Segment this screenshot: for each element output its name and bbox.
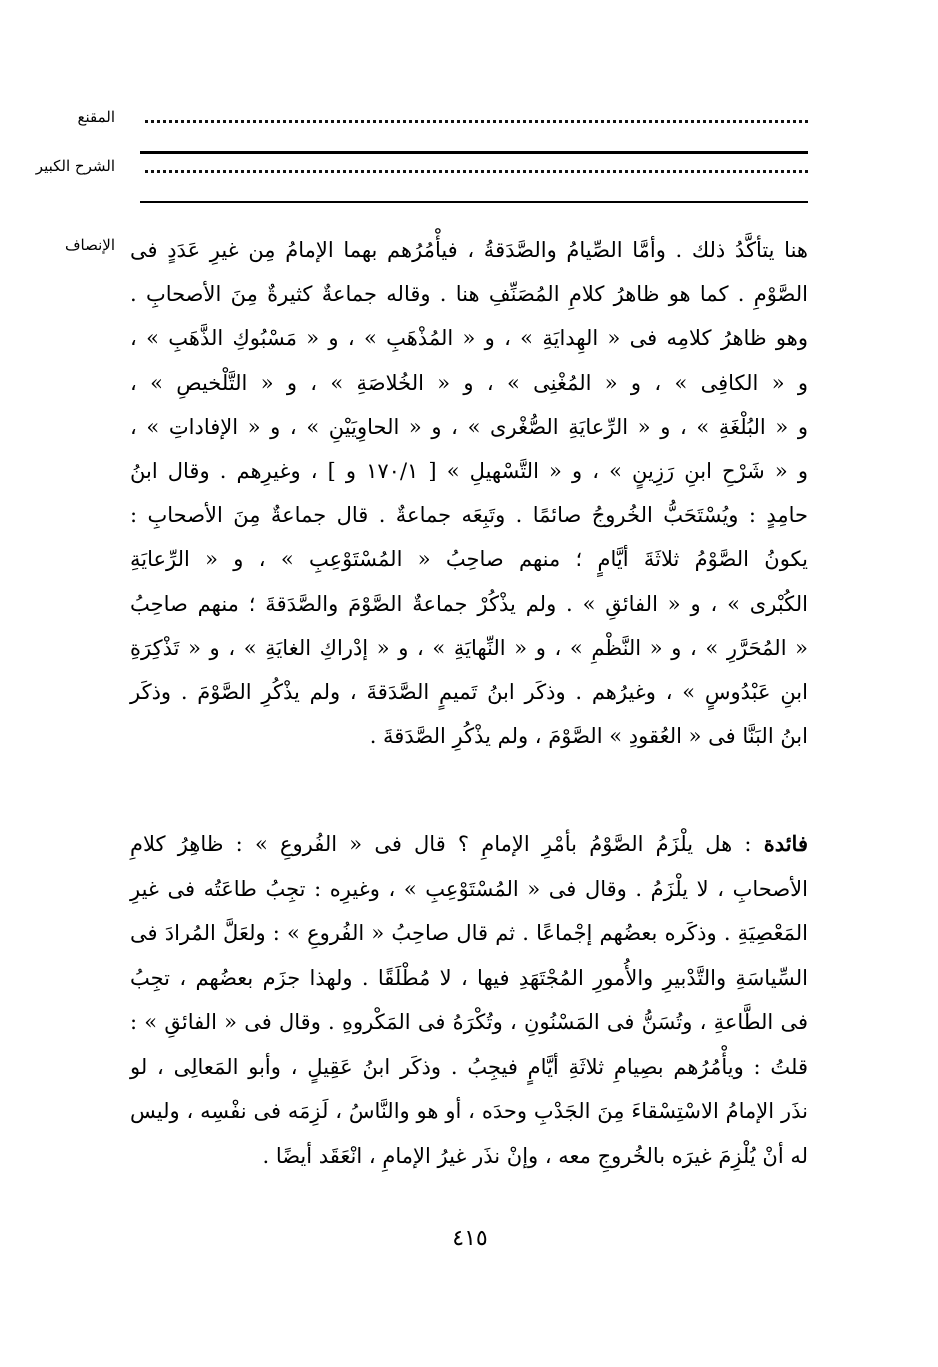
side-label-insaf: الإنصاف [64, 236, 115, 254]
insaf-paragraph-1 [130, 228, 808, 758]
text-line: الكُبْرى » ، و « الفائقِ » . ولم يذْكُرْ جماعةٌ الصَّوْمَ والصَّدَقةَ ؛ منهم صاحِبُ [130, 591, 808, 616]
text-line: ابنِ عَبْدُوسٍ » ، وغيرُهم . وذكَر ابنُ تَميمٍ الصَّدَقةَ ، ولم يذْكُرِ الصَّوْمَ . وذكَر [130, 680, 808, 705]
text-line: فى الطَّاعةِ ، وتُسَنُّ فى المَسْنُونِ ، وتُكْرَهُ فى المَكْروهِ . وقال فى « الفائقِ » : [130, 1010, 808, 1034]
text-line: وهو ظاهرُ كلامِه فى « الهِدايَةِ » ، و « المُذْهَبِ » ، و « مَسْبُوكِ الذَّهَبِ » ، [130, 326, 808, 351]
faida-heading: فائدة [763, 831, 808, 856]
text-line: الصَّوْمِ . كما هو ظاهرُ كلامِ المُصَنِّفِ هنا . وقاله جماعةٌ كثيرةٌ مِنَ الأصحابِ . [130, 282, 808, 307]
text-line: الأصحابِ ، لا يلْزَمُ . وقال فى « المُسْتَوْعِبِ » ، وغيرِه : تجِبُ طاعَتُه فى غيرِ [130, 876, 808, 901]
text-line [130, 822, 808, 867]
dotted-line-sharh [145, 170, 808, 177]
rule-thin [140, 201, 808, 203]
text-line: هنا يتأكَّدُ ذلك . وأمَّا الصِّيامُ والصَّدَقةُ ، فيأْمُرُهم بهما الإمامُ مِن غيرِ عَدَدٍ فى [130, 238, 808, 262]
text-line: يكونُ الصَّوْمُ ثلاثَةَ أيَّامٍ ؛ منهم صاحِبُ « المُسْتَوْعِبِ » ، و « الرِّعايَةِ [130, 547, 808, 572]
text-line: و « شَرْحِ ابنِ رَزِينٍ » ، و « التَّسْهيلِ » [ ١٧٠/١ و ] ، وغيرِهم . وقال ابنُ [130, 459, 808, 484]
page-number: ٤١٥ [452, 1226, 488, 1251]
text-line: حامِدٍ : ويُسْتَحَبُّ الخُروجُ صائمًا . وتَبِعَه جماعةٌ . قال جماعةٌ مِنَ الأصحابِ : [130, 503, 808, 528]
rule-thick [140, 151, 808, 154]
side-label-muqni: المقنع [77, 108, 115, 126]
text-line: المَعْصِيَةِ . وذكَره بعضُهم إجْماعًا . ثم قال صاحِبُ « الفُروعِ » : ولعَلَّ المُرادَ فى [130, 921, 808, 945]
text-line: السِّياسَةِ والتَّدْبيرِ والأُمورِ المُجْتَهَدِ فيها ، لا مُطْلَقًا . ولهذا جزَم بعضُهم ، تجِبُ [130, 965, 808, 990]
side-label-sharh: الشرح الكبير [35, 157, 115, 175]
text-line: ابنُ البَنَّا فى « العُقودِ » الصَّوْمَ ، ولم يذْكُرِ الصَّدَقةَ . [369, 724, 808, 749]
text-line: و « الكافِى » ، و « المُغْنِى » ، و « الخُلاصَةِ » ، و « التَّلْخيصِ » ، [130, 370, 808, 395]
text-line: و « البُلْغَةِ » ، و « الرِّعايَةِ الصُّغْرى » ، و « الحاوِيَيْنِ » ، و « الإفاداتِ » ، [130, 414, 808, 439]
insaf-paragraph-2 [130, 822, 808, 1178]
text-line: له أنْ يُلْزِمَ غيرَه بالخُروجِ معه ، وإنْ نذَر غيرُ الإمامِ ، انْعَقَد أيضًا . [262, 1143, 808, 1168]
dotted-line-muqni [145, 120, 808, 127]
faida-first-line: : هل يلْزَمُ الصَّوْمُ بأمْرِ الإمامِ ؟ قال فى « الفُروعِ » : ظاهِرُ كلامِ [130, 832, 764, 856]
text-line: نذَر الإمامُ الاسْتِسْقاءَ مِنَ الجَدْبِ وحدَه ، أو هو والنَّاسُ ، لَزِمَه فى نفْسِه ، وليس [130, 1099, 808, 1123]
text-line: قلتُ : ويأْمُرُهم بصِيامِ ثلاثَةِ أيَّامٍ فيجِبُ . وذكَر ابنُ عَقِيلٍ ، وأبو المَعالِى ، لو [130, 1054, 808, 1079]
text-line: « المُحَرَّرِ » ، و « النَّظْمِ » ، و « النِّهايَةِ » ، و « إدْراكِ الغايَةِ » ، و « تَذْكِرَةِ [130, 635, 808, 660]
